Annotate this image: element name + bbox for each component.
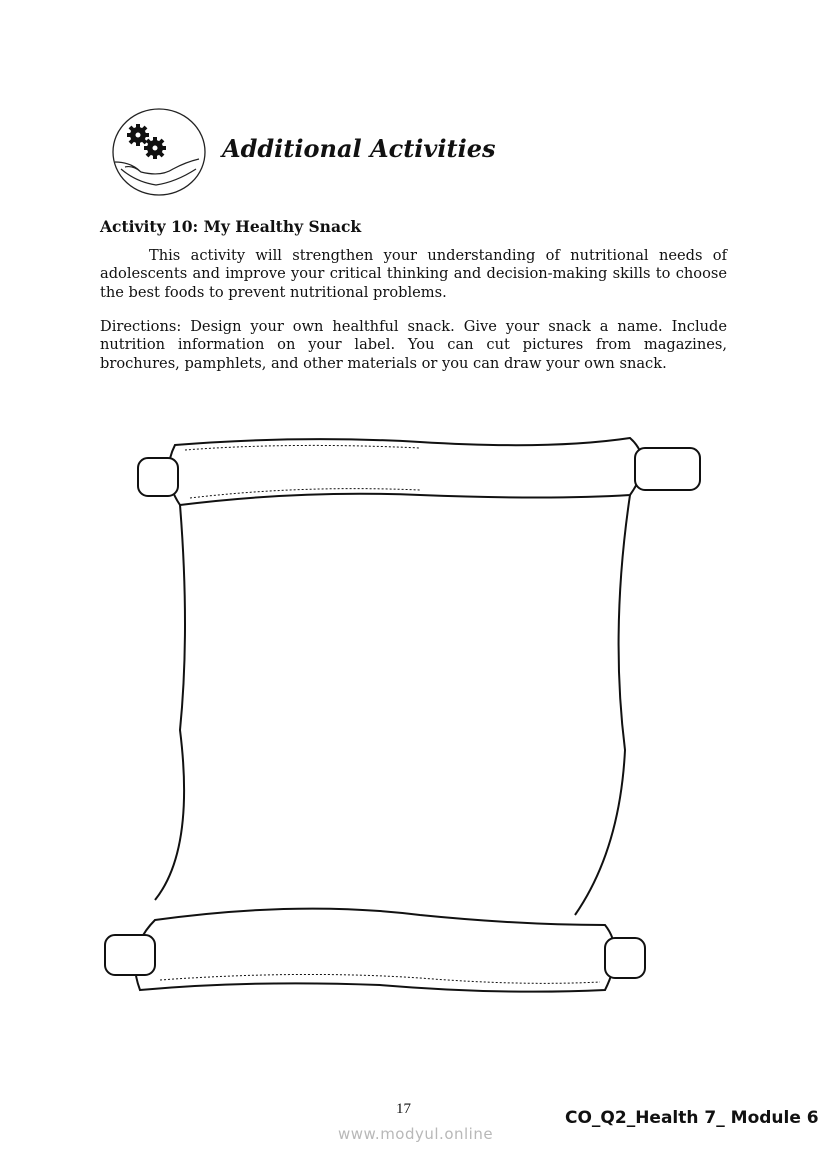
- scroll-drawing-area[interactable]: [100, 430, 705, 1005]
- activity-heading: Activity 10: My Healthy Snack: [100, 217, 362, 236]
- page-number: 17: [396, 1101, 411, 1117]
- activity-directions: Directions: Design your own healthful snack. Give your snack a name. Include nutrition information on your label. You can cut pictures from magazines, brochures, pamphlets, and other materials or you can draw your own snack.: [100, 318, 727, 372]
- module-label: CO_Q2_Health 7_ Module 6: [565, 1108, 819, 1128]
- watermark: www.modyul.online: [338, 1125, 494, 1143]
- section-title: Additional Activities: [222, 134, 496, 163]
- gears-in-hand-icon: [111, 107, 207, 197]
- activity-intro: This activity will strengthen your understanding of nutritional needs of adolescents and improve your critical thinking and decision-making skills to choose the best foods to prevent nutritional problems.: [100, 247, 727, 301]
